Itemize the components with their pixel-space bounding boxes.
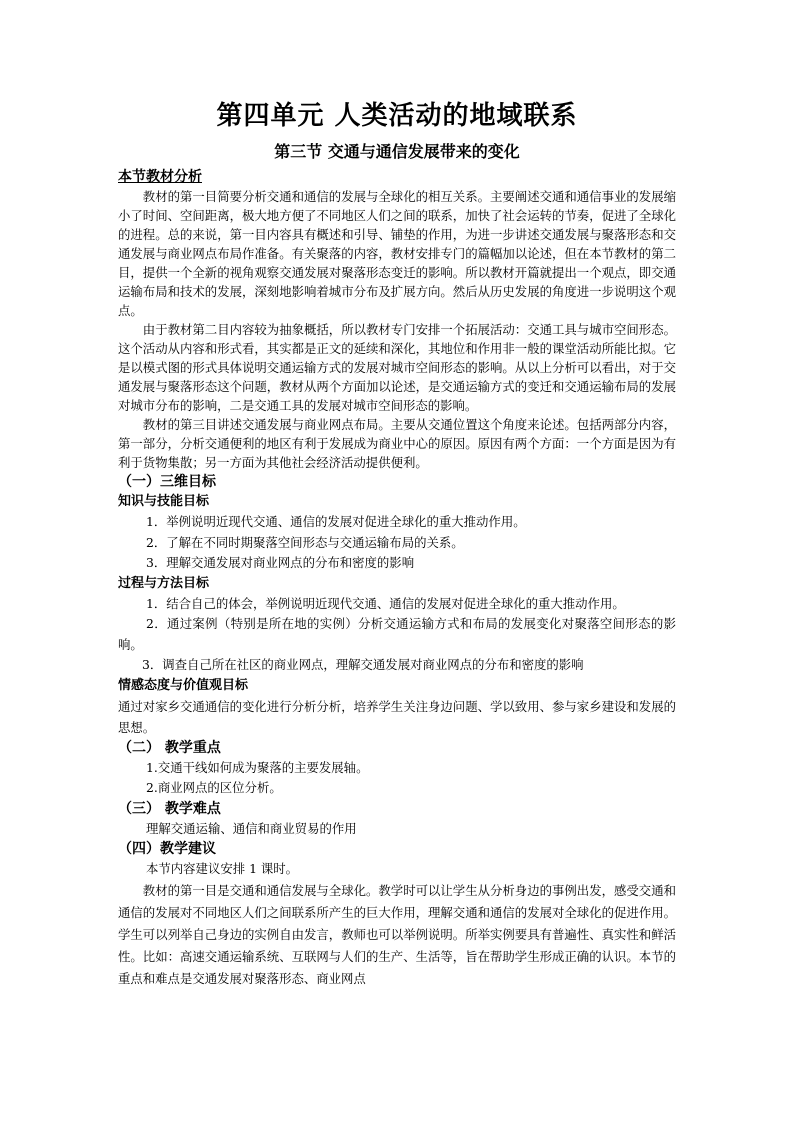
knowledge-goals-heading: 知识与技能目标: [118, 494, 210, 509]
process-goal-item: 1．结合自己的体会，举例说明近现代交通、通信的发展对促进全球化的重大推动作用。: [146, 595, 625, 611]
key-points-heading: （二） 教学重点: [118, 739, 221, 756]
process-goal-item: 2．通过案例（特别是所在地的实例）分析交通运输方式和布局的发展变化对聚落空间形态的影响。: [118, 616, 676, 652]
suggestions-heading: （四）教学建议: [118, 841, 216, 857]
analysis-paragraph-3: 教材的第三目讲述交通发展与商业网点布局。主要从交通位置这个角度来论述。包括两部分内容，第一部分，分析交通便利的地区有利于发展成为商业中心的原因。原因有两个方面：一个方面是因为有利于货物集散；另一方面为其他社会经济活动提供便利。: [118, 417, 676, 470]
document-page: [118, 96, 676, 990]
key-point-item: 2.商业网点的区位分析。: [146, 780, 282, 795]
knowledge-goal-item: 2．了解在不同时期聚落空间形态与交通运输布局的关系。: [146, 534, 464, 550]
section-title: 第三节 交通与通信发展带来的变化: [274, 142, 520, 161]
key-point-item: 1.交通干线如何成为聚落的主要发展轴。: [146, 759, 369, 775]
process-goal-item: 3．调查自己所在社区的商业网点，理解交通发展对商业网点的分布和密度的影响: [142, 657, 584, 672]
analysis-heading: 本节教材分析: [118, 169, 202, 185]
goals-heading: （一）三维目标: [118, 474, 216, 490]
difficulty-text: 理解交通运输、通信和商业贸易的作用: [146, 820, 357, 836]
attitude-goal-text: 通过对家乡交通通信的变化进行分析分析，培养学生关注身边问题、学以致用、参与家乡建设和发展的思想。: [118, 698, 676, 735]
attitude-goals-heading: 情感态度与价值观目标: [118, 677, 249, 693]
knowledge-goal-item: 1．举例说明近现代交通、通信的发展对促进全球化的重大推动作用。: [146, 514, 526, 529]
analysis-paragraph-2: 由于教材第二目内容较为抽象概括，所以教材专门安排一个拓展活动：交通工具与城市空间形态。这个活动从内容和形式看，其实都是正文的延续和深化，其地位和作用非一般的课堂活动所能比拟。它是以模式图的形式具体说明交通运输方式的发展对城市空间形态的影响。从以上分析可以看出，对于交通发展与聚落形态这个问题，教材从两个方面加以论述，是交通运输方式的变迁和交通运输布局的发展对城市分布的影响，二是交通工具的发展对城市空间形态的影响。: [118, 322, 676, 413]
suggestion-paragraph-2: 教材的第一目是交通和通信发展与全球化。教学时可以让学生从分析身边的事例出发，感受交通和通信的发展对不同地区人们之间联系所产生的巨大作用，理解交通和通信的发展对全球化的促进作用。学生可以列举自己身边的实例自由发言，教师也可以举例说明。所举实例要具有普遍性、真实性和鲜活性。比如：高速交通运输系统、互联网与人们的生产、生活等，旨在帮助学生形成正确的认识。本节的重点和难点是交通发展对聚落形态、商业网点: [118, 882, 676, 986]
analysis-paragraph-1: 教材的第一目简要分析交通和通信的发展与全球化的相互关系。主要阐述交通和通信事业的发展缩小了时间、空间距离，极大地方便了不同地区人们之间的联系，加快了社会运转的节奏，促进了全球化的进程。总的来说，第一目内容具有概述和引导、铺垫的作用，为进一步讲述交通发展与聚落形态和交通发展与商业网点布局作准备。有关聚落的内容，教材安排专门的篇幅加以论述，但在本节教材的第二目，提供一个全新的视角观察交通发展对聚落形态变迁的影响。所以教材开篇就提出一个观点，即交通运输布局和技术的发展，深刻地影响着城市分布及扩展方向。然后从历史发展的角度进一步说明这个观点。: [118, 189, 676, 318]
knowledge-goal-item: 3．理解交通发展对商业网点的分布和密度的影响: [146, 555, 415, 570]
difficulties-heading: （三） 教学难点: [118, 800, 221, 817]
suggestion-paragraph-1: 本节内容建议安排 1 课时。: [146, 861, 299, 876]
process-goals-heading: 过程与方法目标: [118, 575, 210, 591]
unit-title: 第四单元 人类活动的地域联系: [216, 101, 578, 131]
